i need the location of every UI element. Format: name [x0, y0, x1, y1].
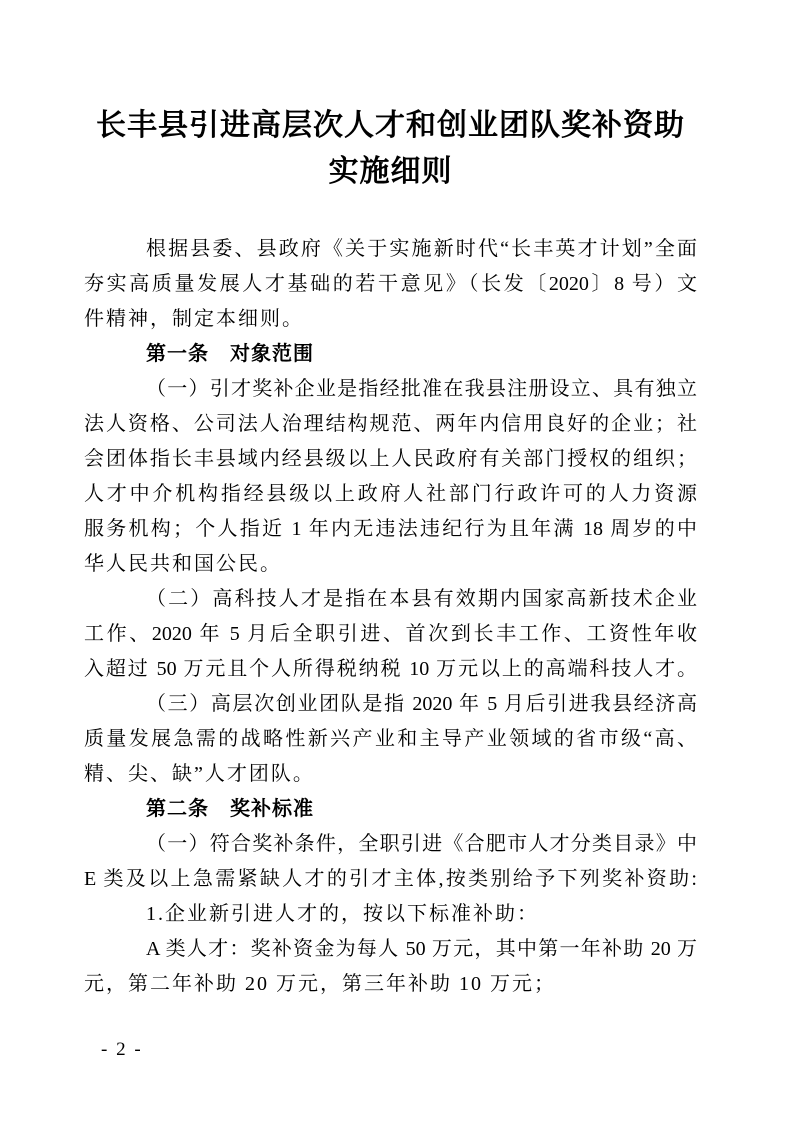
- document-line: 人才中介机构指经县级以上政府人社部门行政许可的人力资源: [84, 483, 697, 505]
- document-line: （三）高层次创业团队是指 2020 年 5 月后引进我县经济高: [146, 693, 697, 715]
- document-line: （二）高科技人才是指在本县有效期内国家高新技术企业: [146, 588, 697, 610]
- document-line: （一）符合奖补条件，全职引进《合肥市人才分类目录》中: [146, 833, 697, 855]
- document-line: 元，第二年补助 20 万元，第三年补助 10 万元；: [84, 973, 556, 995]
- document-line: 入超过 50 万元且个人所得税纳税 10 万元以上的高端科技人才。: [84, 658, 697, 680]
- section-heading: 第一条 对象范围: [146, 343, 314, 365]
- document-title-line-2: 实施细则: [328, 155, 453, 188]
- document-line: 根据县委、县政府《关于实施新时代“长丰英才计划”全面: [146, 238, 697, 260]
- document-line: A 类人才：奖补资金为每人 50 万元，其中第一年补助 20 万: [146, 938, 697, 960]
- document-line: 精、尖、缺”人才团队。: [84, 763, 315, 785]
- page-number: - 2 -: [101, 1039, 143, 1060]
- document-line: 服务机构；个人指近 1 年内无违法违纪行为且年满 18 周岁的中: [84, 518, 697, 540]
- document-line: 件精神，制定本细则。: [84, 308, 304, 330]
- document-line: 1.企业新引进人才的，按以下标准补助：: [146, 903, 539, 925]
- section-heading: 第二条 奖补标准: [146, 798, 314, 820]
- document-line: 华人民共和国公民。: [84, 553, 282, 575]
- document-line: （一）引才奖补企业是指经批准在我县注册设立、具有独立: [146, 378, 697, 400]
- document-line: 质量发展急需的战略性新兴产业和主导产业领域的省市级“高、: [84, 728, 697, 750]
- document-line: E 类及以上急需紧缺人才的引才主体,按类别给予下列奖补资助:: [84, 868, 697, 890]
- document-title: [84, 103, 697, 195]
- document-line: 工作、2020 年 5 月后全职引进、首次到长丰工作、工资性年收: [84, 623, 697, 645]
- document-body: [84, 232, 697, 1002]
- document-title-line-1: 长丰县引进高层次人才和创业团队奖补资助: [96, 109, 685, 142]
- document-line: 夯实高质量发展人才基础的若干意见》（长发〔2020〕8 号）文: [84, 273, 697, 295]
- document-line: 法人资格、公司法人治理结构规范、两年内信用良好的企业；社: [84, 413, 697, 435]
- document-line: 会团体指长丰县域内经县级以上人民政府有关部门授权的组织；: [84, 448, 697, 470]
